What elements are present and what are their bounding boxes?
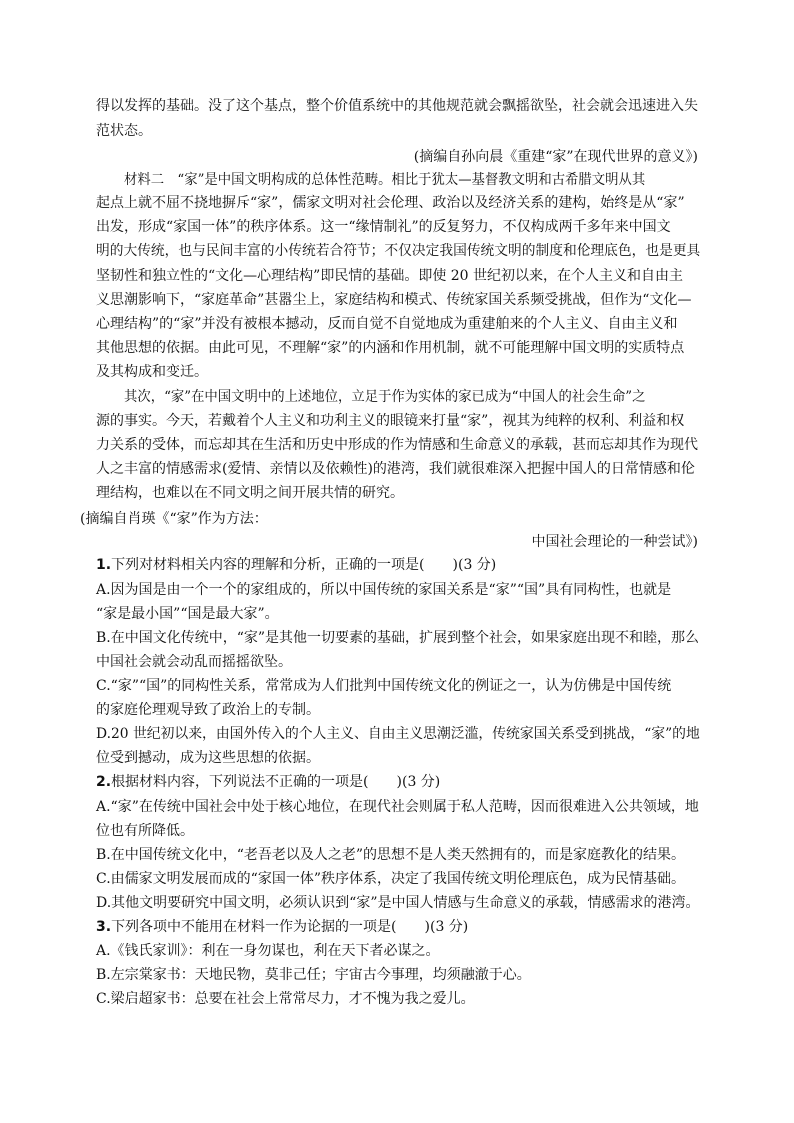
option-b: B.在中国文化传统中，“家”是其他一切要素的基础，扩展到整个社会，如果家庭出现不和睦，那么 bbox=[96, 630, 700, 646]
text-line: 理结构，也难以在不同文明之间开展共情的研究。 bbox=[96, 485, 404, 501]
text-line: 人之丰富的情感需求(爱情、亲情以及依赖性)的港湾，我们就很难深入把握中国人的日常情感和伦 bbox=[96, 461, 695, 477]
option-b: B.在中国传统文化中，“老吾老以及人之老”的思想不是人类天然拥有的，而是家庭教化的结果。 bbox=[96, 847, 686, 863]
text-line: “家是最小国”“国是最大家”。 bbox=[96, 606, 279, 622]
option-a: A.“家”在传统中国社会中处于核心地位，在现代社会则属于私人范畴，因而很难进入公共领域，地 bbox=[96, 799, 699, 815]
text-line: 明的大传统，也与民间丰富的小传统若合符节；不仅决定我国传统文明的制度和伦理底色，也是更具 bbox=[96, 243, 701, 259]
option-c: C.梁启超家书：总要在社会上常常尽力，才不愧为我之爱儿。 bbox=[96, 991, 475, 1007]
text-line: 义思潮影响下，“家庭革命”甚嚣尘上，家庭结构和模式、传统家国关系频受挑战，但作为“文化— bbox=[96, 292, 692, 308]
text-line: 位也有所降低。 bbox=[96, 823, 194, 839]
option-d: D.20 世纪初以来，由国外传入的个人主义、自由主义思潮泛滥，传统家国关系受到挑战，“家”的地 bbox=[96, 726, 700, 742]
text-line: 位受到撼动，成为这些思想的依据。 bbox=[96, 750, 320, 766]
option-d: D.其他文明要研究中国文明，必须认识到“家”是中国人情感与生命意义的承载，情感需求的港湾。 bbox=[96, 895, 700, 911]
text-line: 材料二 “家”是中国文明构成的总体性范畴。相比于犹太—基督教文明和古希腊文明从其 bbox=[124, 172, 646, 188]
text-line: 其他思想的依据。由此可见，不理解“家”的内涵和作用机制，就不可能理解中国文明的实质特点 bbox=[96, 340, 685, 356]
question-3-stem: 3.下列各项中不能用在材料一作为论据的一项是( )(3 分) bbox=[96, 919, 469, 935]
option-c: C.由儒家文明发展而成的“家国一体”秩序体系，决定了我国传统文明伦理底色，成为民情基础。 bbox=[96, 871, 685, 887]
text-line: 源的事实。今天，若戴着个人主义和功利主义的眼镜来打量“家”，视其为纯粹的权利、利益和权 bbox=[96, 413, 685, 429]
text-line: 心理结构”的“家”并没有被根本撼动，反而自觉不自觉地成为重建舶来的个人主义、自由主义和 bbox=[96, 316, 678, 332]
question-2-stem: 2.根据材料内容，下列说法不正确的一项是( )(3 分) bbox=[96, 774, 441, 790]
option-b: B.左宗棠家书：天地民物，莫非己任；宇宙古今事理，均须融澈于心。 bbox=[96, 967, 531, 983]
text-line: 范状态。 bbox=[96, 123, 152, 139]
text-line: 得以发挥的基础。没了这个基点，整个价值系统中的其他规范就会飘摇欲坠，社会就会迅速进入失 bbox=[96, 98, 698, 114]
text-line: 坚韧性和独立性的“文化—心理结构”即民情的基础。即使 20 世纪初以来，在个人主义和自由主 bbox=[96, 268, 684, 284]
text-line: 的家庭伦理观导致了政治上的专制。 bbox=[96, 702, 320, 718]
source-citation: (摘编自孙向晨《重建“家”在现代世界的意义》) bbox=[413, 149, 698, 165]
text-line: 其次，“家”在中国文明中的上述地位，立足于作为实体的家已成为“中国人的社会生命”之 bbox=[124, 389, 646, 405]
source-citation: 中国社会理论的一种尝试》) bbox=[531, 534, 698, 550]
option-a: A.《钱氏家训》：利在一身勿谋也，利在天下者必谋之。 bbox=[96, 943, 440, 959]
text-line: 力关系的受体，而忘却其在生活和历史中形成的作为情感和生命意义的承载，甚而忘却其作为现代 bbox=[96, 437, 698, 453]
text-line: 起点上就不屈不挠地摒斥“家”，儒家文明对社会伦理、政治以及经济关系的建构，始终是从“家” bbox=[96, 195, 685, 211]
text-line: 中国社会就会动乱而摇摇欲坠。 bbox=[96, 654, 292, 670]
text-line: 及其构成和变迁。 bbox=[96, 364, 208, 380]
source-citation: (摘编自肖瑛《“家”作为方法： bbox=[80, 511, 268, 527]
text-line: 出发，形成“家国一体”的秩序体系。这一“缘情制礼”的反复努力，不仅构成两千多年来中国文 bbox=[96, 219, 671, 235]
option-a: A.因为国是由一个一个的家组成的，所以中国传统的家国关系是“家”“国”具有同构性，也就是 bbox=[96, 582, 672, 598]
option-c: C.“家”“国”的同构性关系，常常成为人们批判中国传统文化的例证之一，认为仿佛是中国传统 bbox=[96, 678, 672, 694]
question-1-stem: 1.下列对材料相关内容的理解和分析，正确的一项是( )(3 分) bbox=[96, 557, 497, 573]
